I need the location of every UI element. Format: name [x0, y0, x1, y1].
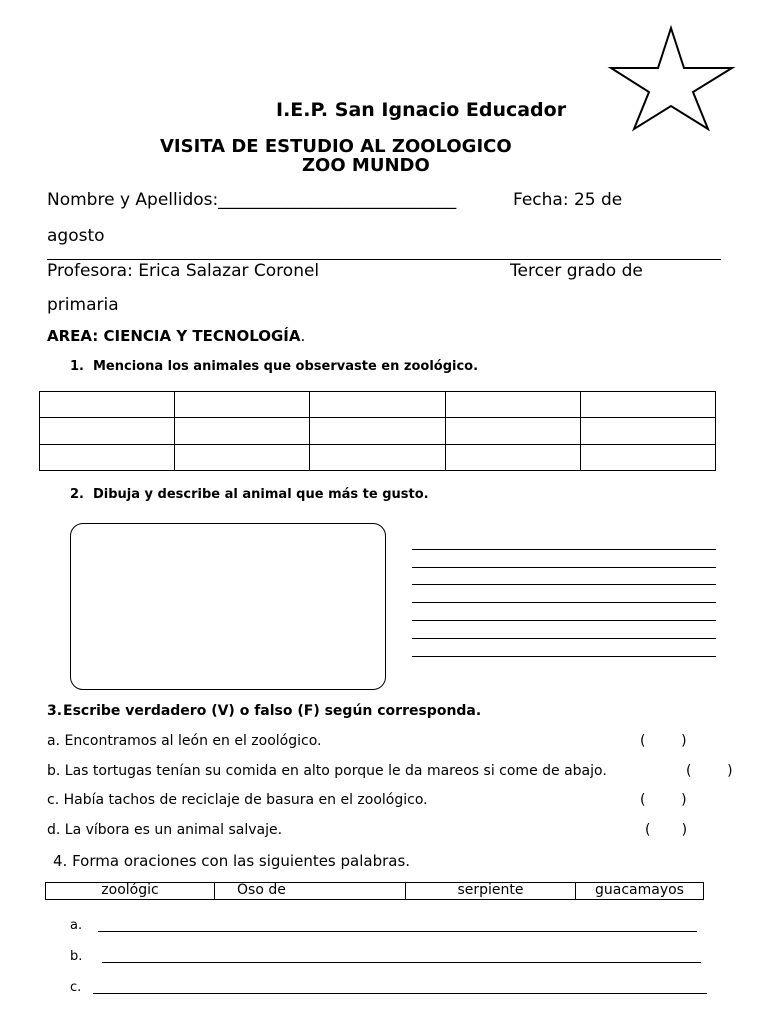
table-row [40, 444, 716, 470]
sentence-label-a: a. [70, 918, 83, 933]
table-row [40, 418, 716, 444]
grade-label: Tercer grado de [510, 261, 643, 281]
date-label: Fecha: 25 de [513, 190, 623, 210]
table-cell[interactable] [40, 444, 175, 470]
q3-number: 3. [47, 703, 63, 719]
area-period: . [300, 327, 306, 345]
sentence-label-b: b. [70, 949, 83, 964]
area-label: AREA: CIENCIA Y TECNOLOGÍA [47, 327, 301, 345]
q1-number: 1. [70, 359, 84, 374]
date-continuation: agosto [47, 226, 105, 246]
table-cell[interactable] [580, 392, 715, 418]
table-cell[interactable] [40, 418, 175, 444]
writing-line[interactable] [412, 656, 716, 657]
writing-line[interactable] [412, 602, 716, 603]
q3-text: Escribe verdadero (V) o falso (F) según corresponda. [63, 703, 482, 719]
writing-line[interactable] [412, 584, 716, 585]
table-cell[interactable] [175, 418, 310, 444]
sentence-label-c: c. [70, 980, 82, 995]
q3-item-a: a. Encontramos al león en el zoológico. [47, 733, 322, 749]
writing-line[interactable] [412, 638, 716, 639]
writing-line[interactable] [412, 567, 716, 568]
word-cell: zoológic [46, 883, 215, 900]
word-cell: Oso de [215, 883, 406, 900]
teacher-label: Profesora: Erica Salazar Coronel [47, 261, 320, 281]
table-cell[interactable] [580, 418, 715, 444]
sentence-line-a[interactable] [98, 931, 697, 932]
q3-answer-b[interactable]: ( ) [686, 763, 733, 779]
q3-item-d: d. La víbora es un animal salvaje. [47, 822, 283, 838]
sentence-line-b[interactable] [102, 962, 701, 963]
animals-table [39, 391, 716, 471]
word-cell: guacamayos [576, 883, 704, 900]
q3-answer-d[interactable]: ( ) [645, 822, 688, 838]
table-row [40, 392, 716, 418]
table-cell[interactable] [445, 392, 580, 418]
star-icon [605, 22, 740, 134]
q3-item-b: b. Las tortugas tenían su comida en alto porque le da mareos si come de abajo. [47, 763, 607, 779]
table-cell[interactable] [175, 392, 310, 418]
table-cell[interactable] [445, 418, 580, 444]
page-subtitle: ZOO MUNDO [302, 155, 430, 176]
school-name: I.E.P. San Ignacio Educador [276, 99, 567, 121]
q3-answer-c[interactable]: ( ) [640, 792, 687, 808]
q1-text: Menciona los animales que observaste en zoológico. [93, 359, 479, 374]
table-cell[interactable] [175, 444, 310, 470]
writing-line[interactable] [412, 549, 716, 550]
table-cell[interactable] [310, 392, 445, 418]
area-heading [47, 327, 305, 345]
word-bank-table [45, 882, 704, 900]
q3-item-c: c. Había tachos de reciclaje de basura en el zoológico. [47, 792, 428, 808]
table-row [46, 883, 704, 900]
table-cell[interactable] [445, 444, 580, 470]
table-cell[interactable] [310, 444, 445, 470]
word-cell: serpiente [406, 883, 576, 900]
table-cell[interactable] [40, 392, 175, 418]
q4-text: 4. Forma oraciones con las siguientes palabras. [53, 852, 411, 870]
table-cell[interactable] [310, 418, 445, 444]
table-cell[interactable] [580, 444, 715, 470]
name-label: Nombre y Apellidos:____________________________ [47, 190, 457, 210]
sentence-line-c[interactable] [93, 993, 707, 994]
q2-text: Dibuja y describe al animal que más te gusto. [93, 487, 429, 502]
writing-line[interactable] [412, 620, 716, 621]
divider-line [47, 259, 721, 260]
q3-answer-a[interactable]: ( ) [640, 733, 687, 749]
q2-number: 2. [70, 487, 84, 502]
grade-continuation: primaria [47, 295, 119, 315]
drawing-box[interactable] [70, 523, 386, 690]
page-title: VISITA DE ESTUDIO AL ZOOLOGICO [160, 136, 512, 157]
